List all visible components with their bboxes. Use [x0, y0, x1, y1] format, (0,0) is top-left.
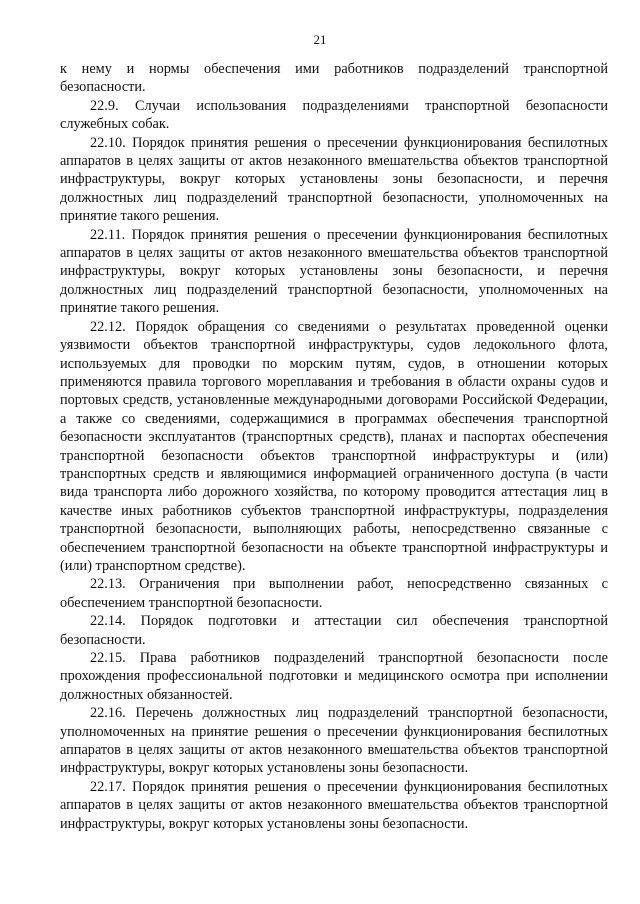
paragraph-22-14: 22.14. Порядок подготовки и аттестации сил обеспечения транспортной безопасности.: [60, 613, 608, 648]
page-number: 21: [313, 32, 327, 47]
paragraph-22-9: 22.9. Случаи использования подразделениями транспортной безопасности служебных собак.: [60, 97, 608, 133]
document-body: [60, 60, 608, 833]
paragraph-22-17: 22.17. Порядок принятия решения о пресечении функционирования беспилотных аппаратов в целях защиты от актов незаконного вмешательства объектов транспортной инфраструктуры, вокруг которых установлены зоны безопасности.: [60, 778, 608, 832]
paragraph-22-12: 22.12. Порядок обращения со сведениями о результатах проведенной оценки уязвимости объектов транспортной инфраструктуры, судов ледокольного флота, используемых для проводки по морским путям, судов, в отношении которых применяются правила торгового мореплавания и требования в области охраны судов и портовых средств, установленные международными договорами Российской Федерации, а также со сведениями, содержащимися в программах обеспечения транспортной безопасности эксплуатантов (транспортных средств), планах и паспортах обеспечения транспортной безопасности объектов транспортной инфраструктуры и (или) транспортных средств и являющимися информацией ограниченного доступа (в части вида транспорта либо дорожного хозяйства, по которому проводится аттестация лиц в качестве иных работников субъектов транспортной инфраструктуры, подразделения транспортной безопасности, выполняющих работы, непосредственно связанные с обеспечением транспортной безопасности на объекте транспортной инфраструктуры и (или) транспортном средстве).: [60, 318, 608, 574]
paragraph-22-16: 22.16. Перечень должностных лиц подразделений транспортной безопасности, уполномоченных на принятие решения о пресечении функционирования беспилотных аппаратов в целях защиты от актов незаконного вмешательства объектов транспортной инфраструктуры, вокруг которых установлены зоны безопасности.: [60, 705, 608, 777]
paragraph-continued: к нему и нормы обеспечения ими работников подразделений транспортной безопасности.: [60, 61, 608, 96]
paragraph-22-10: 22.10. Порядок принятия решения о пресечении функционирования беспилотных аппаратов в целях защиты от актов незаконного вмешательства объектов транспортной инфраструктуры, вокруг которых установлены зоны безопасности, и перечня должностных лиц подразделений транспортной безопасности, уполномоченных на принятие такого решения.: [60, 134, 608, 225]
paragraph-22-13: 22.13. Ограничения при выполнении работ, непосредственно связанных с обеспечением транспортной безопасности.: [60, 576, 608, 611]
paragraph-22-11: 22.11. Порядок принятия решения о пресечении функционирования беспилотных аппаратов в целях защиты от актов незаконного вмешательства объектов транспортной инфраструктуры, вокруг которых установлены зоны безопасности, и перечня должностных лиц подразделений транспортной безопасности, уполномоченных на принятие такого решения.: [60, 226, 608, 317]
paragraph-22-15: 22.15. Права работников подразделений транспортной безопасности после прохождения профессиональной подготовки и медицинского осмотра при исполнении должностных обязанностей.: [60, 650, 608, 703]
